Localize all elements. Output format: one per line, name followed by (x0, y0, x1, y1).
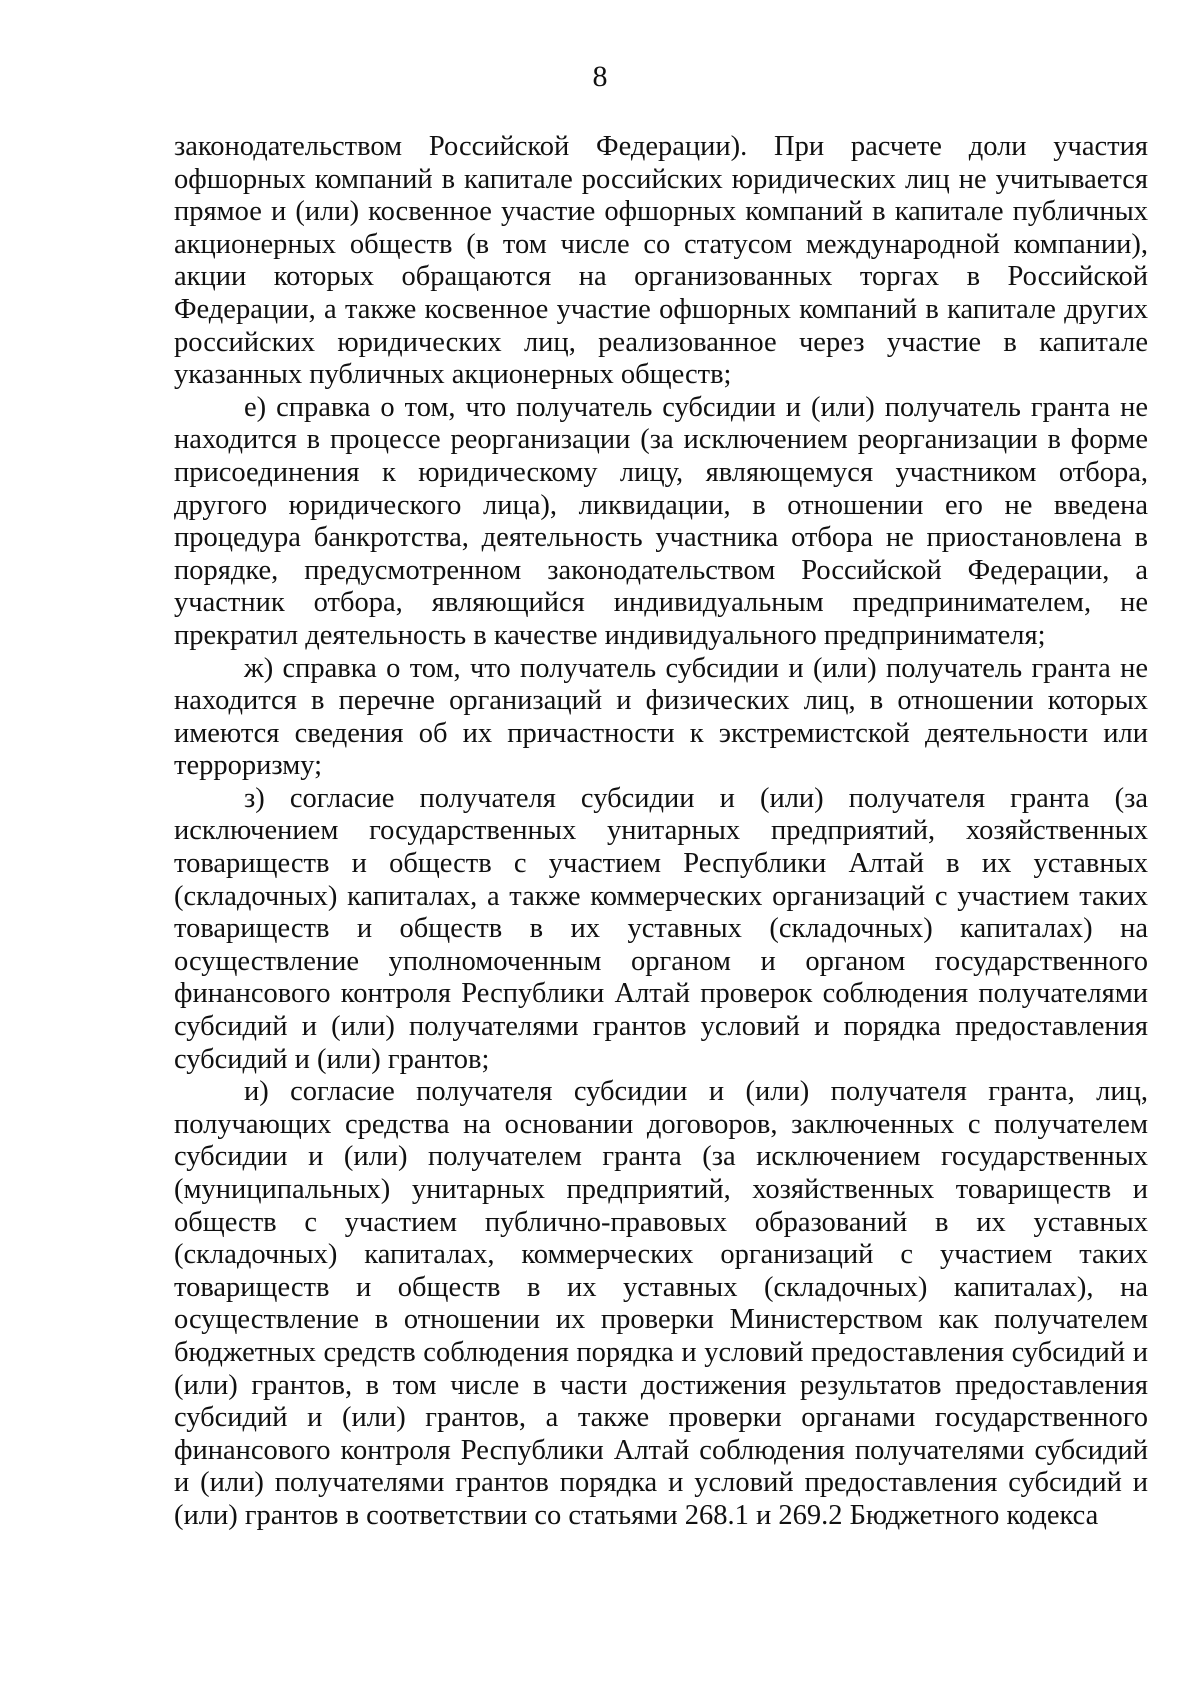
paragraph-item-e: е) справка о том, что получатель субсидии и (или) получатель гранта не находится в процессе реорганизации (за исключением реорганизации в форме присоединения к юридическому лицу, являющемуся участником отбора, другого юридического лица), ликвидации, в отношении его не введена процедура банкротства, деятельность участника отбора не приостановлена в порядке, предусмотренном законодательством Российской Федерации, а участник отбора, являющийся индивидуальным предпринимателем, не прекратил деятельность в качестве индивидуального предпринимателя; (174, 391, 1148, 651)
paragraph-item-i: и) согласие получателя субсидии и (или) получателя гранта, лиц, получающих средства на основании договоров, заключенных с получателем субсидии и (или) получателем гранта (за исключением государственных (муниципальных) унитарных предприятий, хозяйственных товариществ и обществ с участием публично-правовых образований в их уставных (складочных) капиталах, коммерческих организаций с участием таких товариществ и обществ в их уставных (складочных) капиталах), на осуществление в отношении их проверки Министерством как получателем бюджетных средств соблюдения порядка и условий предоставления субсидий и (или) грантов, в том числе в части достижения результатов предоставления субсидий и (или) грантов, а также проверки органами государственного финансового контроля Республики Алтай соблюдения получателями субсидий и (или) получателями грантов порядка и условий предоставления субсидий и (или) грантов в соответствии со статьями 268.1 и 269.2 Бюджетного кодекса (174, 1076, 1148, 1531)
paragraph-item-zh: ж) справка о том, что получатель субсидии и (или) получатель гранта не находится в перечне организаций и физических лиц, в отношении которых имеются сведения об их причастности к экстремистской деятельности или терроризму; (174, 652, 1148, 782)
document-body (174, 131, 1148, 1533)
paragraph-continuation: законодательством Российской Федерации). При расчете доли участия офшорных компаний в капитале российских юридических лиц не учитывается прямое и (или) косвенное участие офшорных компаний в капитале публичных акционерных обществ (в том числе со статусом международной компании), акции которых обращаются на организованных торгах в Российской Федерации, а также косвенное участие офшорных компаний в капитале других российских юридических лиц, реализованное через участие в капитале указанных публичных акционерных обществ; (174, 131, 1148, 391)
paragraph-item-z: з) согласие получателя субсидии и (или) получателя гранта (за исключением государственных унитарных предприятий, хозяйственных товариществ и обществ с участием Республики Алтай в их уставных (складочных) капиталах, а также коммерческих организаций с участием таких товариществ и обществ в их уставных (складочных) капиталах) на осуществление уполномоченным органом и органом государственного финансового контроля Республики Алтай проверок соблюдения получателями субсидий и (или) получателями грантов условий и порядка предоставления субсидий и (или) грантов; (174, 782, 1148, 1075)
page-number: 8 (592, 60, 608, 93)
